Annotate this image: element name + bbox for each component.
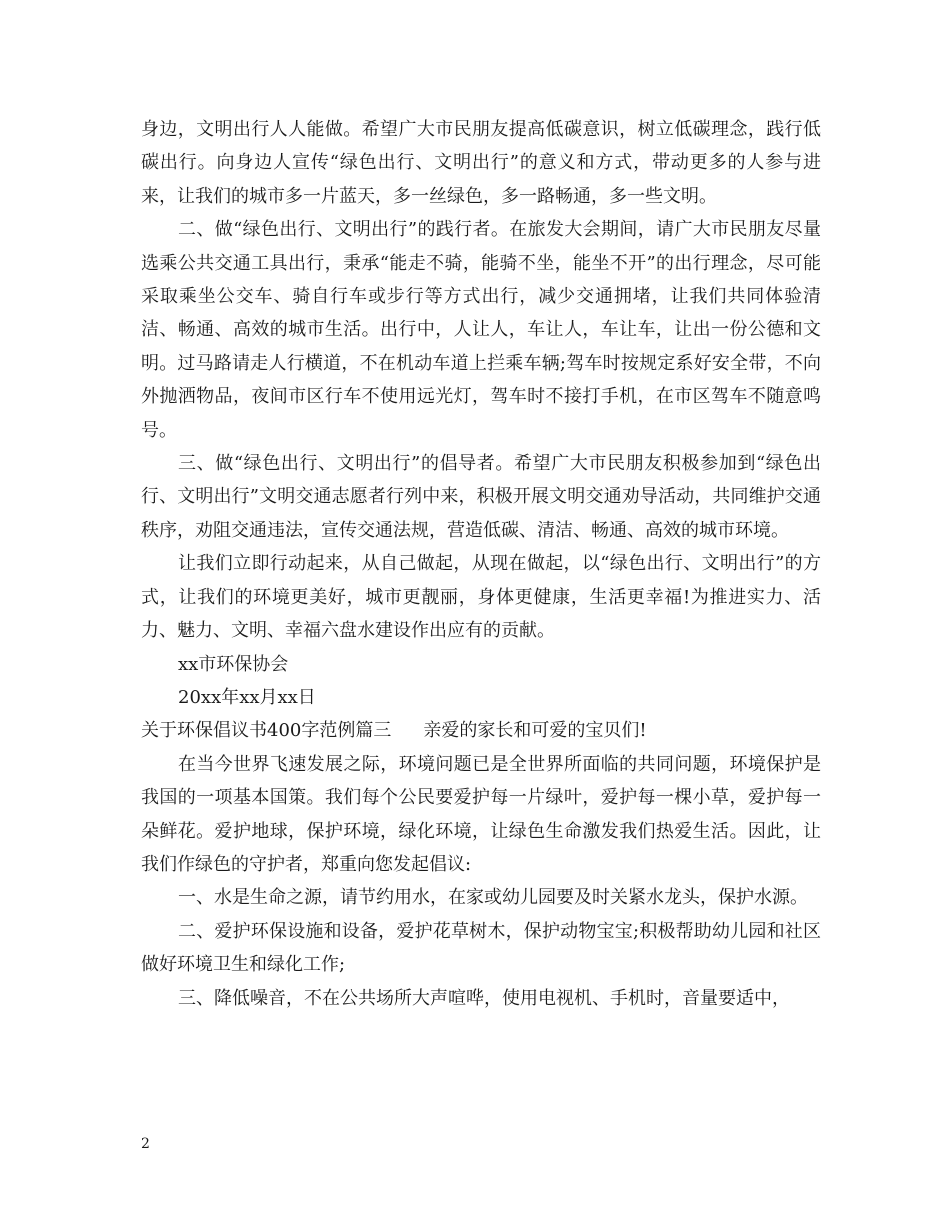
paragraph-6: 一、水是生命之源，请节约用水，在家或幼儿园要及时关紧水龙头，保护水源。 — [178, 887, 808, 909]
section-salutation: 亲爱的家长和可爱的宝贝们! — [423, 720, 647, 742]
signature-date: 20xx年xx月xx日 — [178, 686, 316, 708]
section-title: 关于环保倡议书400字范例篇三 — [141, 720, 392, 742]
document-body — [141, 113, 821, 1015]
paragraph-7: 二、爱护环保设施和设备，爱护花草树木，保护动物宝宝;积极帮助幼儿园和社区做好环境卫生和绿化工作; — [141, 920, 821, 976]
paragraph-4: 让我们立即行动起来，从自己做起，从现在做起，以“绿色出行、文明出行”的方式，让我们的环境更美好，城市更靓丽，身体更健康，生活更幸福!为推进实力、活力、魅力、文明、幸福六盘水建设作出应有的贡献。 — [141, 553, 821, 642]
section-heading — [141, 714, 821, 747]
paragraph-8: 三、降低噪音，不在公共场所大声喧哗，使用电视机、手机时，音量要适中， — [178, 987, 790, 1009]
paragraph-5: 在当今世界飞速发展之际，环境问题已是全世界所面临的共同问题，环境保护是我国的一项基本国策。我们每个公民要爱护每一片绿叶，爱护每一棵小草，爱护每一朵鲜花。爱护地球，保护环境，绿化环境，让绿色生命激发我们热爱生活。因此，让我们作绿色的守护者，郑重向您发起倡议: — [141, 753, 821, 875]
signature-organization: xx市环保协会 — [178, 653, 289, 675]
paragraph-3: 三、做“绿色出行、文明出行”的倡导者。希望广大市民朋友积极参加到“绿色出行、文明出行”文明交通志愿者行列中来，积极开展文明交通劝导活动，共同维护交通秩序，劝阻交通违法，宣传交通法规，营造低碳、清洁、畅通、高效的城市环境。 — [141, 453, 821, 541]
paragraph-2: 二、做“绿色出行、文明出行”的践行者。在旅发大会期间，请广大市民朋友尽量选乘公共交通工具出行，秉承“能走不骑，能骑不坐，能坐不开”的出行理念，尽可能采取乘坐公交车、骑自行车或步行等方式出行，减少交通拥堵，让我们共同体验清洁、畅通、高效的城市生活。出行中，人让人，车让人，车让车，让出一份公德和文明。过马路请走人行横道，不在机动车道上拦乘车辆;驾车时按规定系好安全带，不向外抛洒物品，夜间市区行车不使用远光灯，驾车时不接打手机，在市区驾车不随意鸣号。 — [141, 219, 821, 441]
page-number: 2 — [141, 1136, 150, 1152]
paragraph-1: 身边，文明出行人人能做。希望广大市民朋友提高低碳意识，树立低碳理念，践行低碳出行。向身边人宣传“绿色出行、文明出行”的意义和方式，带动更多的人参与进来，让我们的城市多一片蓝天，多一丝绿色，多一路畅通，多一些文明。 — [141, 119, 821, 207]
